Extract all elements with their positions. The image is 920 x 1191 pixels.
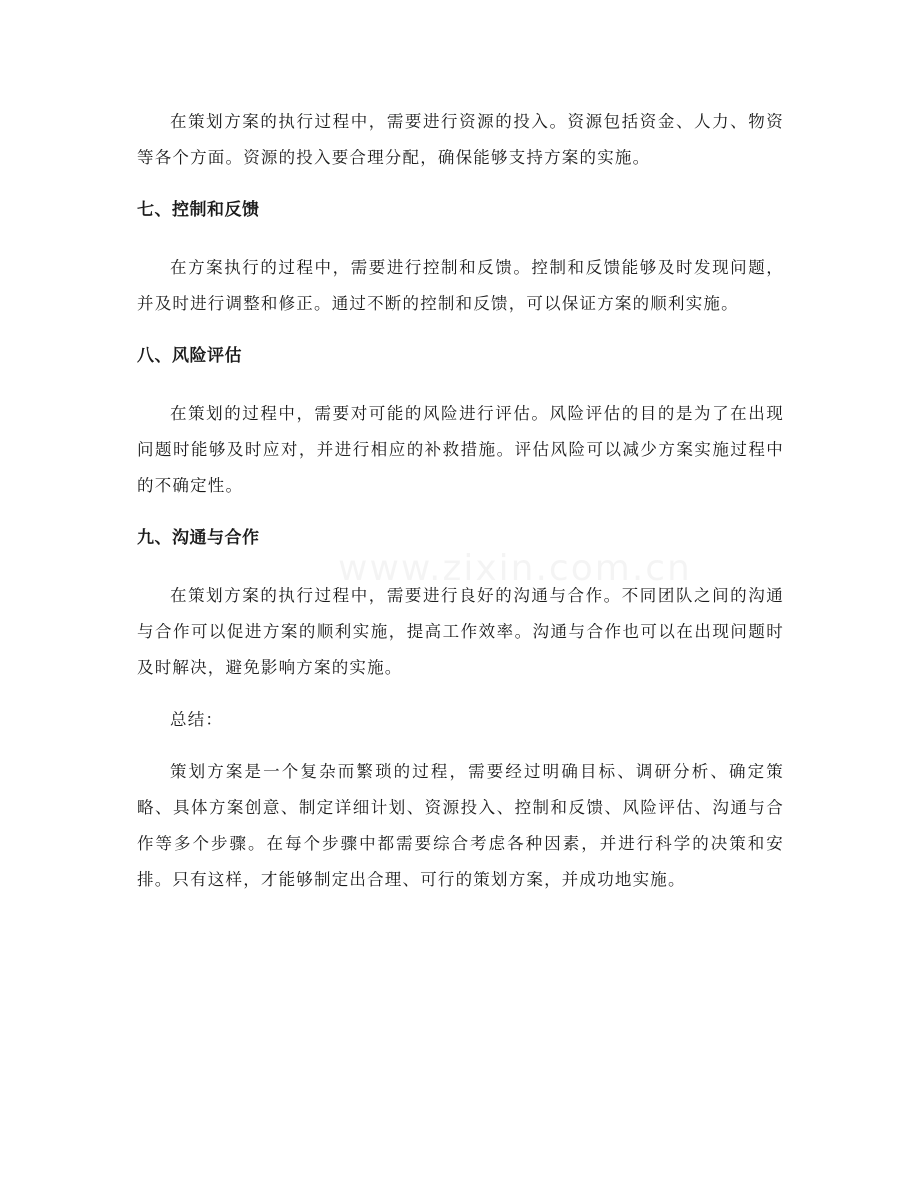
section-8-heading: 八、风险评估: [137, 346, 242, 366]
section-9-heading: 九、沟通与合作: [137, 528, 260, 548]
summary-paragraph: 策划方案是一个复杂而繁琐的过程，需要经过明确目标、调研分析、确定策略、具体方案创意、制定详细计划、资源投入、控制和反馈、风险评估、沟通与合作等多个步骤。在每个步骤中都需要综合考虑各种因素，并进行科学的决策和安排。只有这样，才能够制定出合理、可行的策划方案，并成功地实施。: [137, 762, 784, 889]
section-7-heading: 七、控制和反馈: [137, 200, 260, 220]
section-8-paragraph: 在策划的过程中，需要对可能的风险进行评估。风险评估的目的是为了在出现问题时能够及时应对，并进行相应的补救措施。评估风险可以减少方案实施过程中的不确定性。: [137, 404, 784, 495]
section-7-paragraph: 在方案执行的过程中，需要进行控制和反馈。控制和反馈能够及时发现问题，并及时进行调整和修正。通过不断的控制和反馈，可以保证方案的顺利实施。: [137, 258, 784, 313]
summary-label: 总结：: [170, 710, 224, 729]
resource-paragraph: 在策划方案的执行过程中，需要进行资源的投入。资源包括资金、人力、物资等各个方面。资源的投入要合理分配，确保能够支持方案的实施。: [137, 112, 784, 167]
document-body: [137, 104, 784, 898]
section-9-paragraph: 在策划方案的执行过程中，需要进行良好的沟通与合作。不同团队之间的沟通与合作可以促进方案的顺利实施，提高工作效率。沟通与合作也可以在出现问题时及时解决，避免影响方案的实施。: [137, 586, 784, 677]
